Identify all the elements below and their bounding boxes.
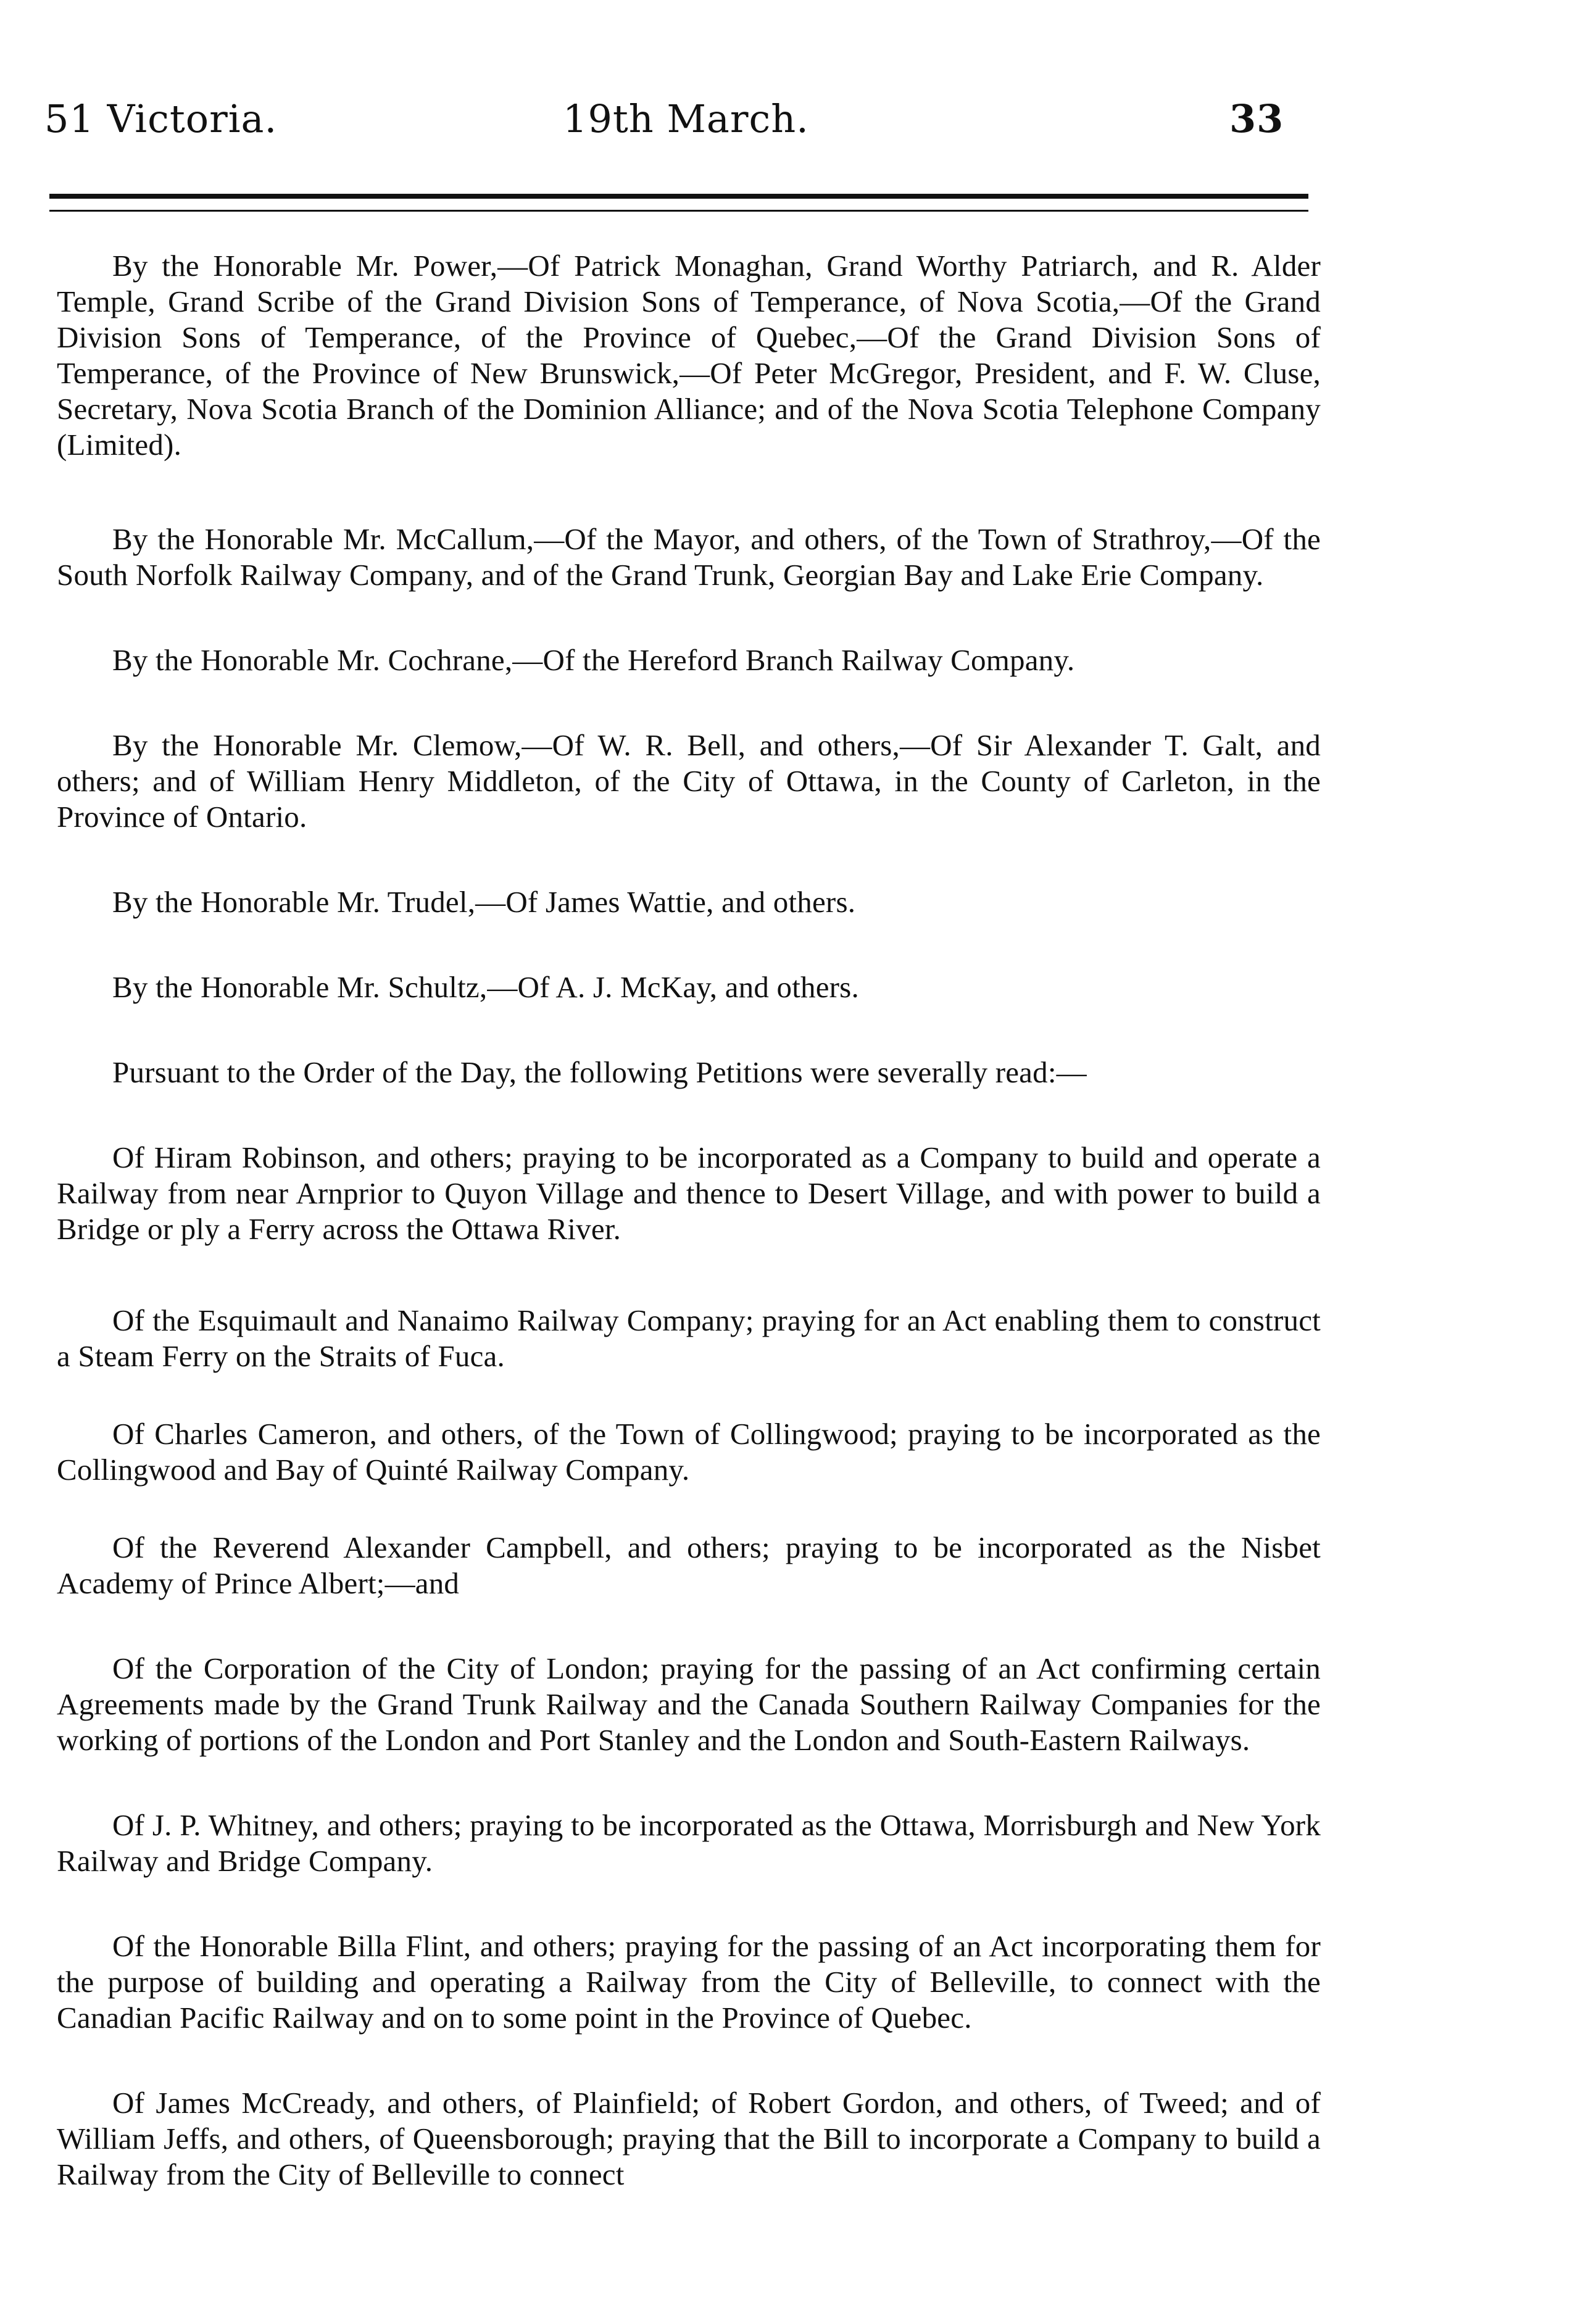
paragraph-1: By the Honorable Mr. Power,—Of Patrick Monaghan, Grand Worthy Patriarch, and R. Alder Temple, Grand Scribe of the Grand Division Sons of Temperance, of Nova Scotia,—Of the Grand Division Sons of Temperance, of the Province of Quebec,—Of the Grand Division Sons of Temperance, of the Province of New Brunswick,—Of Peter McGregor, President, and F. W. Cluse, Secretary, Nova Scotia Branch of the Dominion Alliance; and of the Nova Scotia Telephone Company (Limited).	[57, 249, 1321, 462]
header-rule-thin	[49, 210, 1308, 212]
paragraph-11: Of the Reverend Alexander Campbell, and others; praying to be incorporated as the Nisbet Academy of Prince Albert;—and	[57, 1530, 1321, 1600]
paragraph-2: By the Honorable Mr. McCallum,—Of the Mayor, and others, of the Town of Strathroy,—Of the South Norfolk Railway Company, and of the Grand Trunk, Georgian Bay and Lake Erie Company.	[57, 522, 1321, 592]
paragraph-3: By the Honorable Mr. Cochrane,—Of the Hereford Branch Railway Company.	[112, 643, 1075, 677]
paragraph-12: Of the Corporation of the City of London; praying for the passing of an Act confirming certain Agreements made by the Grand Trunk Railway and the Canada Southern Railway Companies for the working of portions of the London and Port Stanley and the London and South-Eastern Railways.	[57, 1651, 1321, 1757]
paragraph-14: Of the Honorable Billa Flint, and others; praying for the passing of an Act incorporating them for the purpose of building and operating a Railway from the City of Belleville, to connect with the Canadian Pacific Railway and on to some point in the Province of Quebec.	[57, 1929, 1321, 2035]
paragraph-15: Of James McCready, and others, of Plainfield; of Robert Gordon, and others, of Tweed; and of William Jeffs, and others, of Queensborough; praying that the Bill to incorporate a Company to build a Railway from the City of Belleville to connect	[57, 2086, 1321, 2191]
paragraph-5: By the Honorable Mr. Trudel,—Of James Wattie, and others.	[112, 885, 856, 919]
paragraph-6: By the Honorable Mr. Schultz,—Of A. J. McKay, and others.	[112, 970, 859, 1004]
paragraph-13: Of J. P. Whitney, and others; praying to be incorporated as the Ottawa, Morrisburgh and New York Railway and Bridge Company.	[57, 1808, 1321, 1878]
paragraph-4: By the Honorable Mr. Clemow,—Of W. R. Bell, and others,—Of Sir Alexander T. Galt, and others; and of William Henry Middleton, of the City of Ottawa, in the County of Carleton, in the Province of Ontario.	[57, 728, 1321, 834]
paragraph-9: Of the Esquimault and Nanaimo Railway Company; praying for an Act enabling them to construct a Steam Ferry on the Straits of Fuca.	[57, 1303, 1321, 1373]
header-center: 19th March.	[563, 96, 809, 141]
paragraph-10: Of Charles Cameron, and others, of the Town of Collingwood; praying to be incorporated as the Collingwood and Bay of Quinté Railway Company.	[57, 1417, 1321, 1487]
header-rule-thick	[49, 194, 1308, 199]
paragraph-7: Pursuant to the Order of the Day, the following Petitions were severally read:—	[112, 1055, 1087, 1089]
page-number: 33	[1229, 96, 1284, 141]
document-body	[57, 248, 1321, 2193]
page-header	[44, 96, 1303, 174]
paragraph-8: Of Hiram Robinson, and others; praying to be incorporated as a Company to build and operate a Railway from near Arnprior to Quyon Village and thence to Desert Village, and with power to build a Bridge or ply a Ferry across the Ottawa River.	[57, 1140, 1321, 1246]
header-left: 51 Victoria.	[44, 96, 278, 141]
